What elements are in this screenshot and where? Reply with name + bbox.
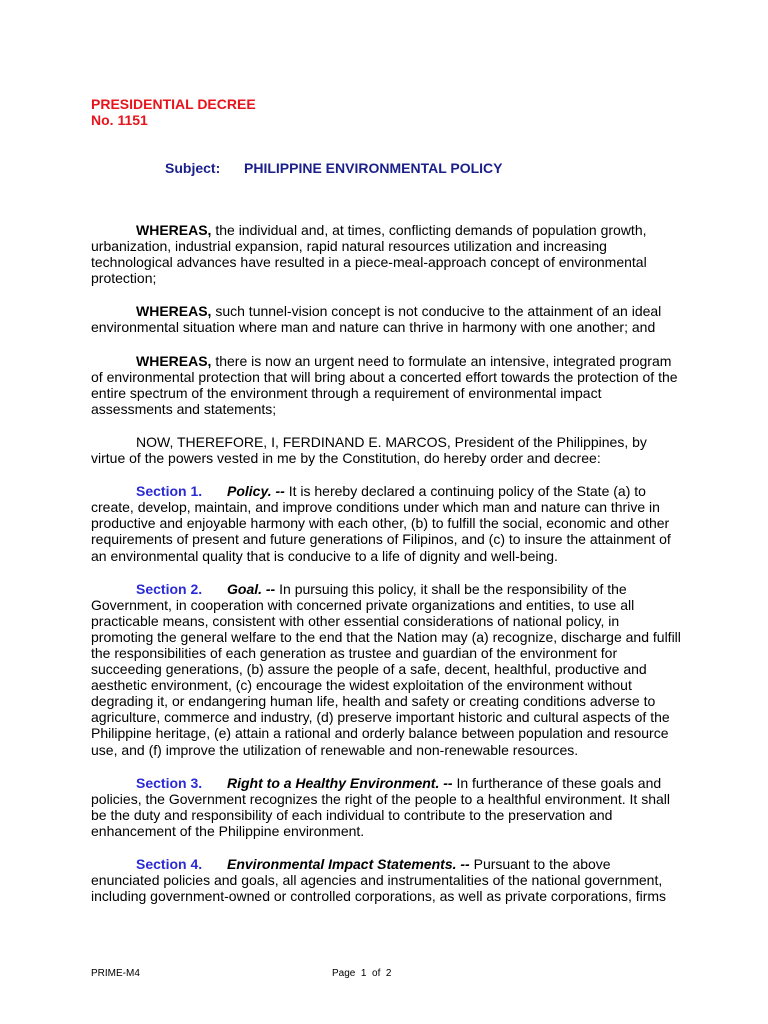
footer-doc-id: PRIME-M4 bbox=[91, 968, 140, 979]
section-text: In pursuing this policy, it shall be the responsibility of the Government, in cooperation with concerned private organizations and entities, to use all practicable means, consistent with other essential considerations of national policy, in promoting the general welfare to the end that the Nation may (a) recognize, discharge and fulfill the responsibilities of each generation as trustee and guardian of the environment for succeeding generations, (b) assure the people of a safe, decent, healthful, productive and aesthetic environment, (c) encourage the widest exploitation of the environment without degrading it, or endangering human life, health and safety or creating conditions adverse to agriculture, commerce and industry, (d) preserve important historic and cultural aspects of the Philippine heritage, (e) attain a rational and orderly balance between population and resource use, and (f) improve the utilization of renewable and non-renewable resources. bbox=[91, 580, 681, 758]
whereas-lead: WHEREAS, bbox=[136, 352, 212, 369]
section-title: Policy. -- bbox=[227, 483, 285, 500]
section-text: It is hereby declared a continuing policy of the State (a) to create, develop, maintain, and improve conditions under which man and nature can thrive in productive and enjoyable harmony with each other, (b) to fulfill the social, economic and other requirements of present and future generations of Filipinos, and (c) to insure the attainment of an environmental quality that is conducive to a life of dignity and well-being. bbox=[91, 483, 671, 564]
section-title: Right to a Healthy Environment. -- bbox=[227, 774, 453, 791]
whereas-paragraph bbox=[91, 303, 681, 335]
footer-page-number: Page 1 of 2 bbox=[332, 968, 392, 979]
whereas-text: such tunnel-vision concept is not conducive to the attainment of an ideal environmental situation where man and nature can thrive in harmony with one another; and bbox=[91, 303, 662, 336]
subject-line bbox=[165, 160, 503, 176]
whereas-paragraph bbox=[91, 353, 681, 417]
section-title: Goal. -- bbox=[227, 580, 276, 597]
whereas-paragraph bbox=[91, 222, 681, 286]
section-label: Section 1. bbox=[136, 483, 203, 500]
whereas-lead: WHEREAS, bbox=[136, 222, 212, 238]
section-label: Section 2. bbox=[136, 580, 203, 597]
decree-number: No. 1151 bbox=[91, 112, 148, 128]
whereas-text: the individual and, at times, conflicting demands of population growth, urbanization, industrial expansion, rapid natural resources utilization and increasing technological advances have resulted in a piece-meal-approach concept of environmental protection; bbox=[91, 222, 647, 287]
subject-value: PHILIPPINE ENVIRONMENTAL POLICY bbox=[244, 160, 503, 176]
decree-title bbox=[91, 96, 256, 128]
section-paragraph bbox=[91, 775, 681, 839]
whereas-text: there is now an urgent need to formulate an intensive, integrated program of environmental protection that will bring about a concerted effort towards the protection of the entire spectrum of the environment through a requirement of environmental impact assessments and statements; bbox=[91, 352, 678, 417]
decree-title-line1: PRESIDENTIAL DECREE bbox=[91, 96, 256, 112]
section-paragraph bbox=[91, 856, 681, 904]
section-title: Environmental Impact Statements. -- bbox=[227, 856, 470, 872]
section-text: Pursuant to the above enunciated policies and goals, all agencies and instrumentalities of the national government, including government-owned or controlled corporations, as well as private corporations, firms bbox=[91, 856, 667, 905]
now-therefore-paragraph: NOW, THEREFORE, I, FERDINAND E. MARCOS, President of the Philippines, by virtue of the powers vested in me by the Constitution, do hereby order and decree: bbox=[91, 433, 647, 467]
decree-body bbox=[91, 222, 681, 921]
subject-label: Subject: bbox=[165, 160, 221, 176]
section-label: Section 4. bbox=[136, 856, 203, 872]
section-text: In furtherance of these goals and policies, the Government recognizes the right of the people to a healthful environment. It shall be the duty and responsibility of each individual to contribute to the preservation and enhancement of the Philippine environment. bbox=[91, 774, 671, 839]
section-paragraph bbox=[91, 581, 681, 758]
section-paragraph bbox=[91, 483, 681, 563]
section-label: Section 3. bbox=[136, 774, 203, 791]
whereas-lead: WHEREAS, bbox=[136, 303, 212, 320]
